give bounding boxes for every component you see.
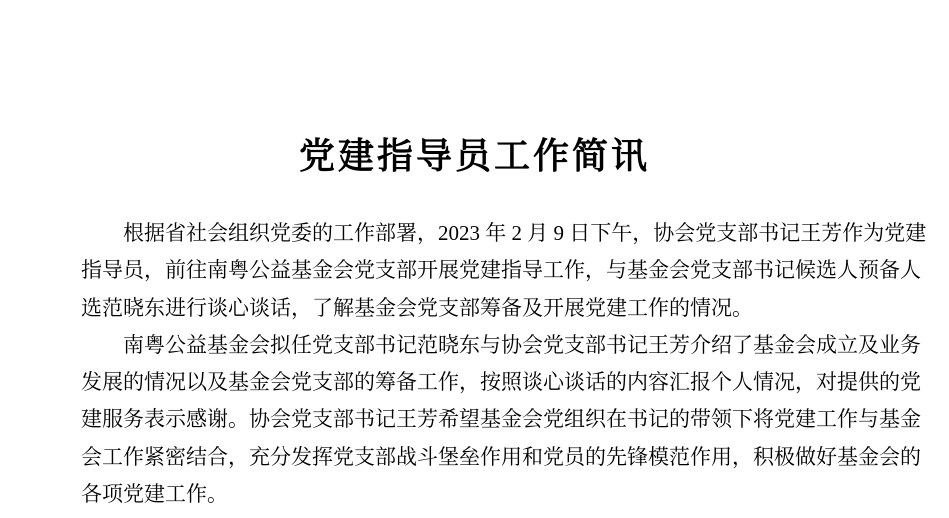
document-title: 党建指导员工作简讯 xyxy=(298,135,650,176)
paragraph-1 xyxy=(81,215,927,327)
text-line-p1-1: 根据省社会组织党委的工作部署，2023 年 2 月 9 日下午，协会党支部书记王芳作为党建 xyxy=(123,221,927,245)
text-line-p2-5: 各项党建工作。 xyxy=(81,482,228,507)
paragraph-2 xyxy=(81,327,921,513)
text-line-p1-2: 指导员，前往南粤公益基金会党支部开展党建指导工作，与基金会党支部书记候选人预备人 xyxy=(81,258,921,283)
text-line-p2-1: 南粤公益基金会拟任党支部书记范晓东与协会党支部书记王芳介绍了基金会成立及业务 xyxy=(123,332,921,357)
text-line-p1-3: 选范晓东进行谈心谈话，了解基金会党支部筹备及开展党建工作的情况。 xyxy=(81,295,753,320)
text-line-p2-3: 建服务表示感谢。协会党支部书记王芳希望基金会党组织在书记的带领下将党建工作与基金 xyxy=(81,407,921,432)
text-line-p2-4: 会工作紧密结合，充分发挥党支部战斗堡垒作用和党员的先锋模范作用，积极做好基金会的 xyxy=(81,444,921,469)
text-line-p2-2: 发展的情况以及基金会党支部的筹备工作，按照谈心谈话的内容汇报个人情况，对提供的党 xyxy=(81,370,921,395)
document-body xyxy=(81,215,927,513)
